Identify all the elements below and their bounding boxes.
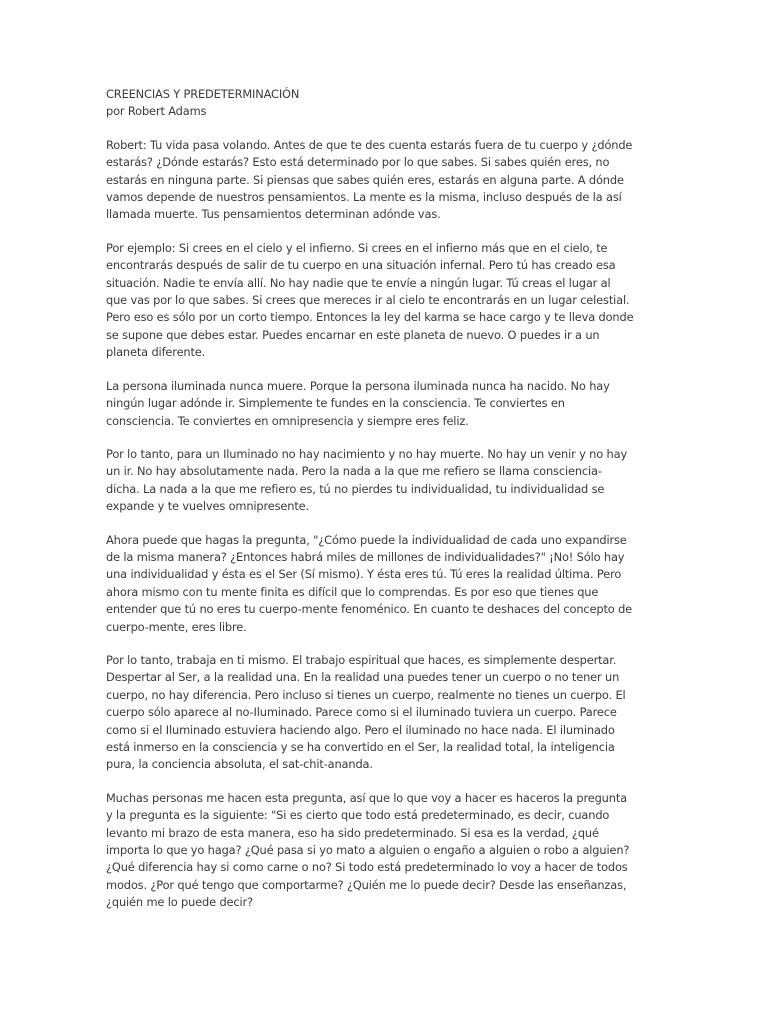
paragraph-4: Por lo tanto, para un Iluminado no hay nacimiento y no hay muerte. No hay un venir y no hay un ir. No hay absolutamente nada. Pero la nada a la que me refiero se llama consciencia-dicha. La nada a la que me refiero es, tú no pierdes tu individualidad, tu individualidad se expande y te vuelves omnipresente.: [106, 446, 628, 514]
document-title: CREENCIAS Y PREDETERMINACIÓN: [106, 87, 300, 101]
paragraph-7: Muchas personas me hacen esta pregunta, así que lo que voy a hacer es haceros la pregunta y la pregunta es la siguiente: "Si es cierto que todo está predeterminado, es decir, cuando levanto mi brazo de esta manera, eso ha sido predeterminado. Si esa es la verdad, ¿qué importa lo que yo haga? ¿Qué pasa si yo mato a alguien o engaño a alguien o robo a alguien? ¿Qué diferencia hay si como carne o no? Si todo está predeterminado lo voy a hacer de todos modos. ¿Por qué tengo que comportarme? ¿Quién me lo puede decir? Desde las enseñanzas, ¿quién me lo puede decir?: [106, 790, 630, 910]
paragraph-3: La persona iluminada nunca muere. Porque la persona iluminada nunca ha nacido. No hay ningún lugar adónde ir. Simplemente te fundes en la consciencia. Te conviertes en consciencia. Te conviertes en omnipresencia y siempre eres feliz.: [106, 378, 610, 428]
paragraph-1: Robert: Tu vida pasa volando. Antes de que te des cuenta estarás fuera de tu cuerpo y ¿dónde estarás? ¿Dónde estarás? Esto está determinado por lo que sabes. Si sabes quién eres, no estarás en ninguna parte. Si piensas que sabes quién eres, estarás en alguna parte. A dónde vamos depende de nuestros pensamientos. La mente es la misma, incluso después de la así llamada muerte. Tus pensamientos determinan adónde vas.: [106, 137, 633, 222]
paragraph-2: Por ejemplo: Si crees en el cielo y el infierno. Si crees en el infierno más que en el cielo, te encontrarás después de salir de tu cuerpo en una situación infernal. Pero tú has creado esa situación. Nadie te envía allí. No hay nadie que te envíe a ningún lugar. Tú creas el lugar al que vas por lo que sabes. Si crees que mereces ir al cielo te encontrarás en un lugar celestial. Pero eso es sólo por un corto tiempo. Entonces la ley del karma se hace cargo y te lleva donde se supone que debes estar. Puedes encarnar en este planeta de nuevo. O puedes ir a un planeta diferente.: [106, 240, 634, 360]
document-byline: por Robert Adams: [106, 104, 207, 119]
document-page: [106, 86, 634, 928]
paragraph-5: Ahora puede que hagas la pregunta, "¿Cómo puede la individualidad de cada uno expandirse de la misma manera? ¿Entonces habrá miles de millones de individualidades?" ¡No! Sólo hay una individualidad y ésta es el Ser (Sí mismo). Y ésta eres tú. Tú eres la realidad última. Pero ahora mismo con tu mente finita es difícil que lo comprendas. Es por eso que tienes que entender que tú no eres tu cuerpo-mente fenoménico. En cuanto te deshaces del concepto de cuerpo-mente, eres libre.: [106, 532, 633, 634]
document-header: [106, 86, 634, 121]
paragraph-6: Por lo tanto, trabaja en ti mismo. El trabajo espiritual que haces, es simplemente despertar. Despertar al Ser, a la realidad una. En la realidad una puedes tener un cuerpo o no tener un cuerpo, no hay diferencia. Pero incluso si tienes un cuerpo, realmente no tienes un cuerpo. El cuerpo sólo aparece al no-Iluminado. Parece como si el iluminado tuviera un cuerpo. Parece como si el Iluminado estuviera haciendo algo. Pero el iluminado no hace nada. El iluminado está inmerso en la consciencia y se ha convertido en el Ser, la realidad total, la inteligencia pura, la conciencia absoluta, el sat-chit-ananda.: [106, 652, 626, 772]
